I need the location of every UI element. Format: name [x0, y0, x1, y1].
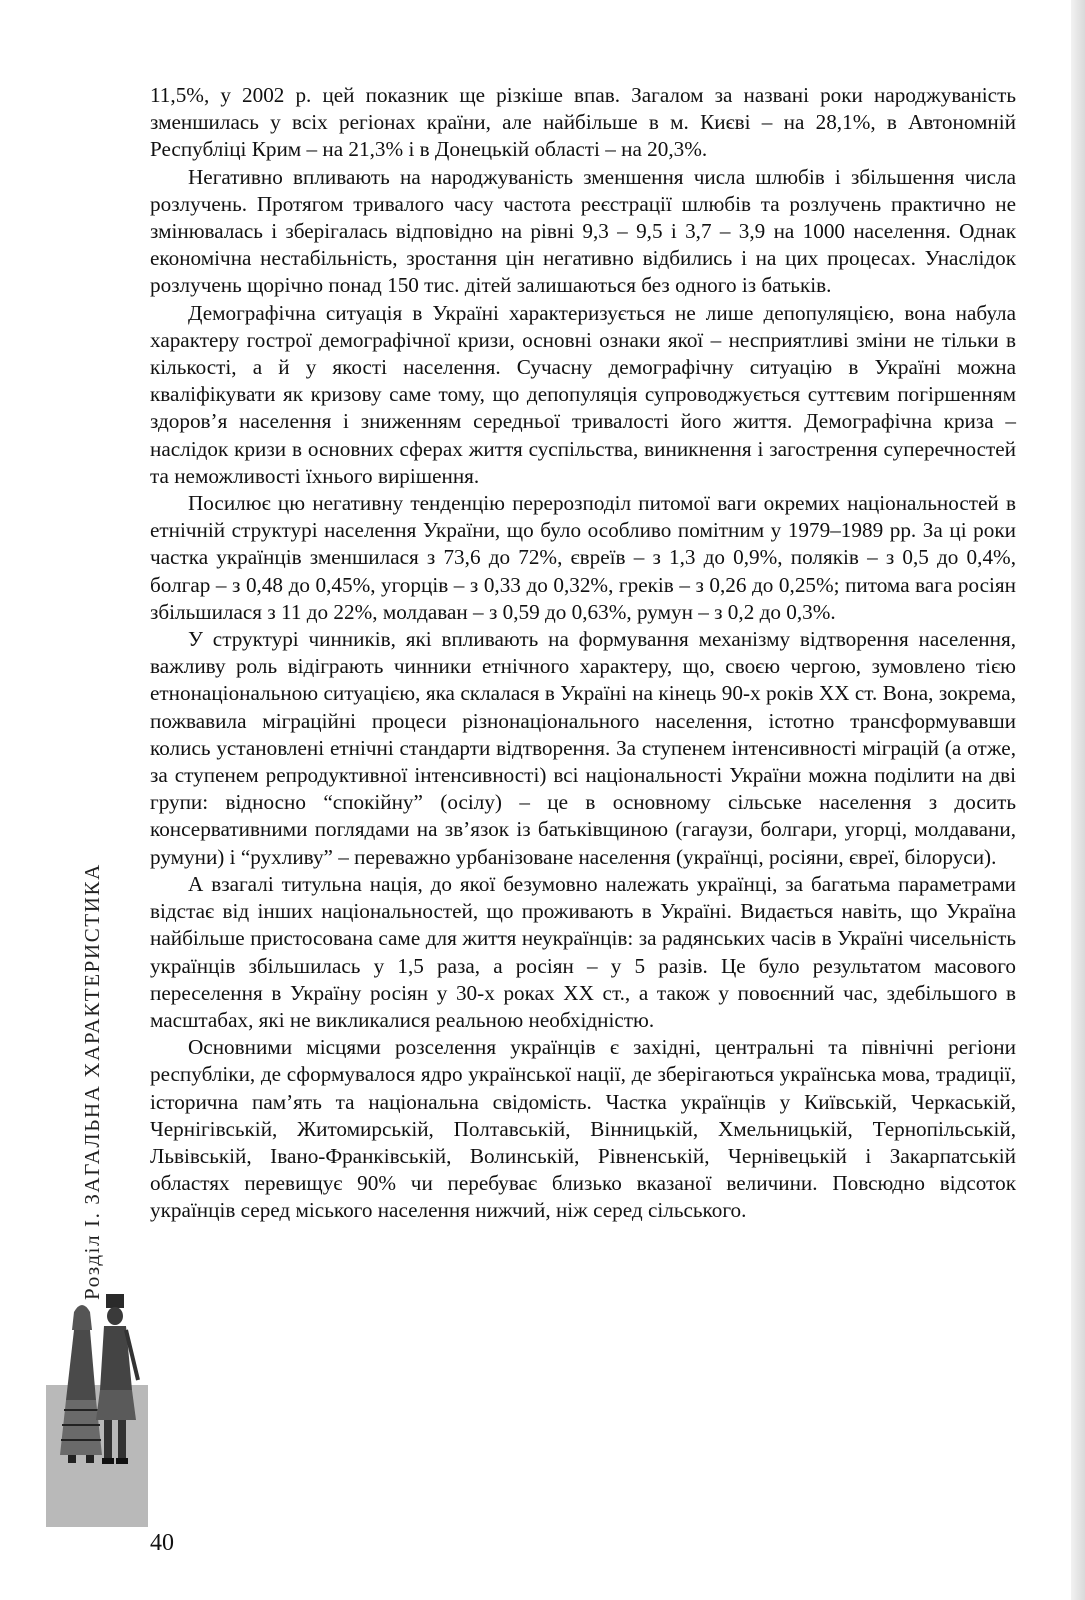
paragraph-7: Основними місцями розселення українців є західні, центральні та північні регіони республіки, де сформувалося ядро української нації, де зберігаються українська мова, традиції, історична пам’ять та національна свідомість. Частка українців у Київській, Черкаській, Чернігівській, Житомирській, Полтавській, Вінницькій, Хмельницькій, Тернопільській, Львівській, Івано-Франківській, Волинській, Рівненській, Чернівецькій і Закарпатській областях перевищує 90% чи перебуває близько вказаної величини. Повсюдно відсоток українців серед міського населення нижчий, ніж серед сільського. — [150, 1035, 1016, 1223]
paragraph-1: 11,5%, у 2002 р. цей показник ще різкіше впав. Загалом за названі роки народжуваність зменшилась у всіх регіонах країни, але найбільше в м. Києві – на 28,1%, в Автономній Республіці Крим – на 21,3% і в Донецькій області – на 20,3%. — [150, 83, 1016, 162]
paragraph-5: У структурі чинників, які впливають на формування механізму відтворення населення, важливу роль відіграють чинники етнічного характеру, що, своєю чергою, зумовлено тією етнонаціональною ситуацією, яка склалася в Україні на кінець 90-х років XX ст. Вона, зокрема, пожвавила міграційні процеси різнонаціонального населення, істотно трансформувавши колись установлені етнічні стандарти відтворення. За ступенем інтенсивності міграцій (а отже, за ступенем репродуктивної інтенсивності) всі національності України можна поділити на дві групи: відносно “спокійну” (осілу) – це в основному сільське населення з досить консервативними поглядами на зв’язок із батьківщиною (гагаузи, болгари, угорці, молдавани, румуни) і “рухливу” – переважно урбанізоване населення (українці, росіяни, євреї, білоруси). — [150, 627, 1016, 869]
paragraph-2: Негативно впливають на народжуваність зменшення числа шлюбів і збільшення числа розлучень. Протягом тривалого часу частота реєстрації шлюбів та розлучень практично не змінювалась і зберігалась відповідно на рівні 9,3 – 9,5 і 3,7 – 3,9 на 1000 населення. Однак економічна нестабільність, зростання цін негативно відбились і на цих процесах. Унаслідок розлучень щорічно понад 150 тис. дітей залишаються без одного із батьків. — [150, 164, 1016, 298]
folk-costume-couple-icon — [52, 1290, 142, 1470]
body-text — [150, 82, 1016, 1225]
paragraph-3: Демографічна ситуація в Україні характеризується не лише депопуляцією, вона набула характеру гострої демографічної кризи, основні ознаки якої – несприятливі зміни не тільки в кількості, а й у якості населення. Сучасну демографічну ситуацію в Україні можна кваліфікувати як кризову саме тому, що депопуляція супроводжується суттєвим погіршенням здоров’я населення і зниженням середньої тривалості його життя. Демографічна криза – наслідок кризи в основних сферах життя суспільства, виникнення і загострення суперечностей та неможливості їхнього вирішення. — [150, 300, 1016, 488]
page-number: 40 — [150, 1530, 174, 1556]
page-edge-shadow — [1071, 0, 1085, 1600]
paragraph-6: А взагалі титульна нація, до якої безумовно належать українці, за багатьма параметрами відстає від інших національностей, що проживають в Україні. Видається навіть, що Україна найбільше пристосована саме для життя неукраїнців: за радянських часів в Україні чисельність українців збільшилась у 1,5 раза, а росіян – у 5 разів. Це було результатом масового переселення в Україну росіян у 30-х роках XX ст., а також у повоєнний час, здебільшого в масштабах, які не викликалися реальною необхідністю. — [150, 871, 1016, 1032]
paragraph-4: Посилює цю негативну тенденцію перерозподіл питомої ваги окремих національностей в етнічній структурі населення України, що було особливо помітним у 1979–1989 рр. За ці роки частка українців зменшилася з 73,6 до 72%, євреїв – з 1,3 до 0,9%, поляків – з 0,5 до 0,4%, болгар – з 0,48 до 0,45%, угорців – з 0,33 до 0,32%, греків – з 0,26 до 0,25%; питома вага росіян збільшилася з 11 до 22%, молдаван – з 0,59 до 0,63%, румун – з 0,2 до 0,3%. — [150, 491, 1016, 624]
section-title-vertical: Розділ І. ЗАГАЛЬНА ХАРАКТЕРИСТИКА — [80, 863, 104, 1300]
